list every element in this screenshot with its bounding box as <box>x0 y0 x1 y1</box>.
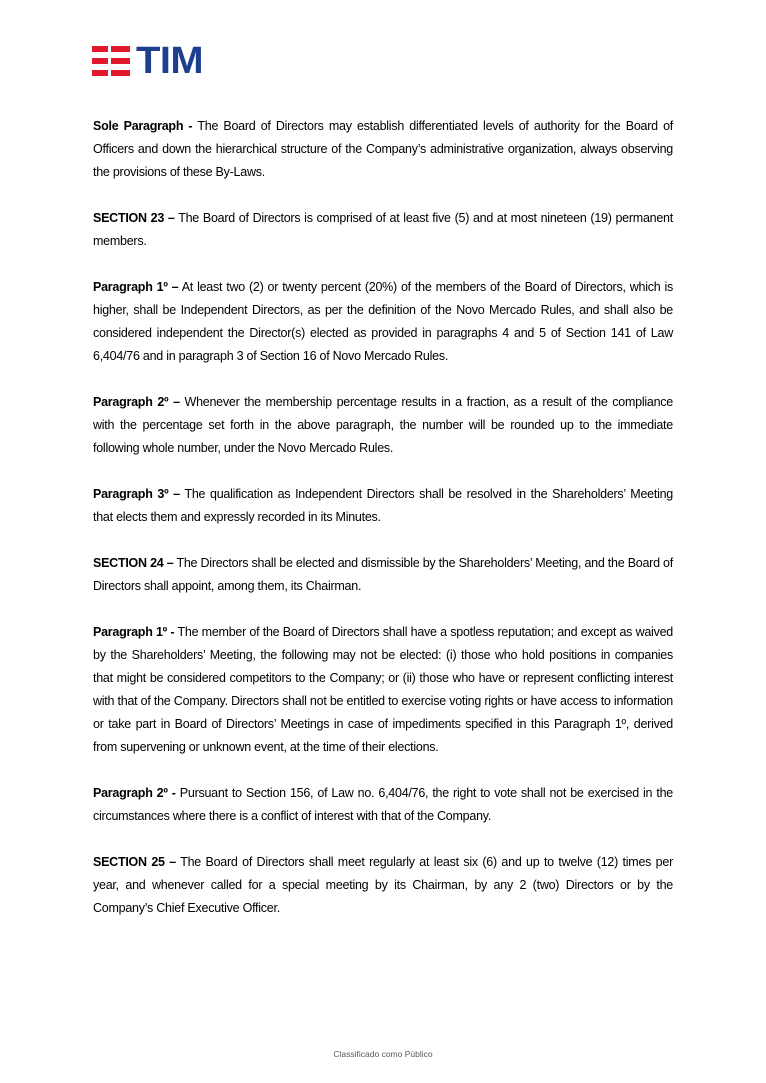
section-25 <box>93 851 673 920</box>
paragraph-text: Whenever the membership percentage results in a fraction, as a result of the compliance with the percentage set forth in the above paragraph, the number will be rounded up to the immediate following whole number, under the Novo Mercado Rules. <box>93 395 673 455</box>
tim-logo <box>92 40 204 82</box>
paragraph-text: The Directors shall be elected and dismissible by the Shareholders’ Meeting, and the Board of Directors shall appoint, among them, its Chairman. <box>93 556 673 593</box>
section-23-paragraph-3 <box>93 483 673 529</box>
document-body <box>93 115 673 943</box>
paragraph-text: The member of the Board of Directors shall have a spotless reputation; and except as waived by the Shareholders’ Meeting, the following may not be elected: (i) those who hold positions in companies that might be considered competitors to the Company; or (ii) those who have or represent conflicting interest with that of the Company. Directors shall not be entitled to exercise voting rights or have access to information or take part in Board of Directors’ Meetings in case of impediments specified in this Paragraph 1º, derived from supervening or unknown event, at the time of their elections. <box>93 625 673 754</box>
paragraph-label: Paragraph 3º – <box>93 487 180 501</box>
paragraph-label: Paragraph 2º – <box>93 395 180 409</box>
section-24 <box>93 552 673 598</box>
section-23-paragraph-2 <box>93 391 673 460</box>
section-24-paragraph-2 <box>93 782 673 828</box>
paragraph-text: The Board of Directors may establish differentiated levels of authority for the Board of Officers and down the hierarchical structure of the Company’s administrative organization, always observing the provisions of these By-Laws. <box>93 119 673 179</box>
paragraph-text: The qualification as Independent Directors shall be resolved in the Shareholders’ Meeting that elects them and expressly recorded in its Minutes. <box>93 487 674 524</box>
paragraph-label: Paragraph 2º - <box>93 786 176 800</box>
classification-footer: Classificado como Público <box>333 1049 433 1059</box>
section-23 <box>93 207 673 253</box>
logo-text: TIM <box>136 40 204 82</box>
sole-paragraph <box>93 115 673 184</box>
paragraph-text: Pursuant to Section 156, of Law no. 6,404/76, the right to vote shall not be exercised in the circumstances where there is a conflict of interest with that of the Company. <box>93 786 673 823</box>
paragraph-text: The Board of Directors is comprised of at least five (5) and at most nineteen (19) permanent members. <box>93 211 673 248</box>
paragraph-label: Sole Paragraph - <box>93 119 193 133</box>
paragraph-text: The Board of Directors shall meet regularly at least six (6) and up to twelve (12) times per year, and whenever called for a special meeting by its Chairman, by any 2 (two) Directors or by the Company’s Chief Executive Officer. <box>93 855 673 915</box>
paragraph-label: SECTION 24 – <box>93 556 174 570</box>
paragraph-label: Paragraph 1º – <box>93 280 179 294</box>
paragraph-label: Paragraph 1º - <box>93 625 175 639</box>
section-24-paragraph-1 <box>93 621 673 759</box>
paragraph-text: At least two (2) or twenty percent (20%) of the members of the Board of Directors, which is higher, shall be Independent Directors, as per the definition of the Novo Mercado Rules, and shall also be considered independent the Director(s) elected as provided in paragraphs 4 and 5 of Section 141 of Law 6,404/76 and in paragraph 3 of Section 16 of Novo Mercado Rules. <box>93 280 673 363</box>
paragraph-label: SECTION 23 – <box>93 211 175 225</box>
paragraph-label: SECTION 25 – <box>93 855 176 869</box>
tim-logo-icon <box>92 44 130 78</box>
section-23-paragraph-1 <box>93 276 673 368</box>
